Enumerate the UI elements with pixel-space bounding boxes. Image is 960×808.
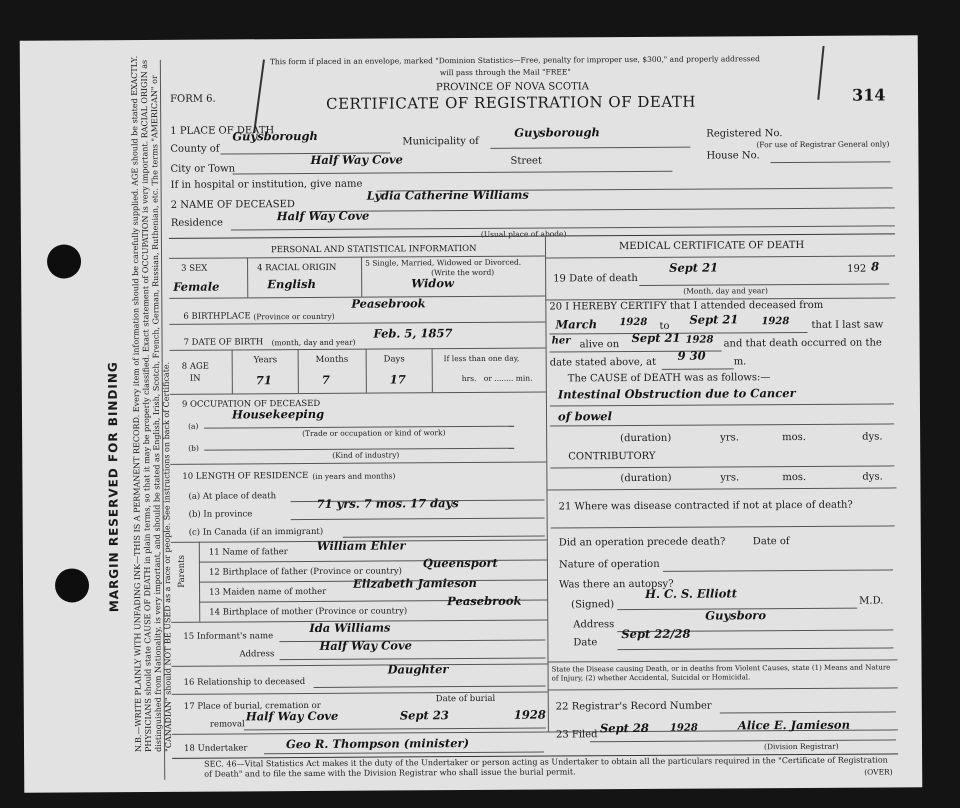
alive-date: Sept 21 — [631, 330, 681, 346]
birthplace-label: 6 BIRTHPLACE — [183, 311, 251, 322]
attended-from: March — [555, 317, 598, 332]
county-label: County of — [170, 143, 220, 155]
mother-birthplace-label: 14 Birthplace of mother (Province or country) — [209, 606, 408, 618]
mail-note: This form if placed in an envelope, marked "Dominion Statistics—Free, penalty for improper use, $300," and properly addressed — [269, 54, 760, 67]
contributory-label: CONTRIBUTORY — [568, 450, 656, 463]
place-of-death-label: 1 PLACE OF DEATH — [170, 125, 275, 137]
burial-year: 1928 — [513, 707, 546, 722]
father-label: 11 Name of father — [208, 547, 288, 558]
sex-value: Female — [173, 279, 220, 294]
deceased-name: Lydia Catherine Williams — [366, 187, 529, 203]
sec46-note: SEC. 46—Vital Statistics Act makes it the duty of the Undertaker or person acting as Undertaker to obtain all the particulars required in the "Certificate of Registration of Death" and to file the same with the Division Registrar who shall issue the burial permit. — [204, 755, 888, 779]
attended-from-year: 1928 — [619, 316, 648, 329]
age-months: 7 — [321, 372, 330, 387]
undertaker-value: Geo R. Thompson (minister) — [285, 736, 470, 752]
residence-label: Residence — [170, 217, 223, 229]
months-label: Months — [315, 354, 349, 365]
division-note: (Division Registrar) — [764, 741, 839, 752]
municipality-label: Municipality of — [402, 135, 479, 148]
burial-place: Half Way Cove — [245, 708, 339, 724]
over-note: (OVER) — [864, 767, 893, 777]
duration-label: (duration) — [620, 432, 672, 445]
burial-date-label: Date of burial — [435, 693, 496, 705]
parents-label: Parents — [176, 554, 188, 588]
registrar-number-label: 22 Registrar's Record Number — [555, 700, 712, 713]
occupation-value: Housekeeping — [231, 406, 325, 422]
yrs-label-2: yrs. — [720, 472, 740, 484]
occupation-a: (a) — [188, 421, 199, 431]
birthplace-value: Peasebrook — [351, 296, 426, 311]
birthplace-note: (Province or country) — [253, 311, 335, 322]
father-value: William Ehler — [316, 538, 406, 553]
alive-on: alive on — [579, 339, 620, 351]
operation-label: Did an operation precede death? — [558, 536, 726, 549]
street-label: Street — [510, 155, 543, 167]
burial-date: Sept 23 — [399, 708, 449, 723]
residence-value: Half Way Cove — [276, 208, 370, 224]
md-label: M.D. — [859, 595, 884, 607]
years-label: Years — [253, 355, 278, 366]
at-place-label: (a) At place of death — [188, 491, 277, 502]
industry-note: (Kind of industry) — [332, 450, 400, 460]
dob-value: Feb. 5, 1857 — [373, 326, 453, 341]
filed-date: Sept 28 — [599, 720, 649, 736]
marital-label: 5 Single, Married, Widowed or Divorced. — [365, 257, 522, 268]
informant-value: Ida Williams — [309, 620, 391, 635]
binding-margin — [104, 32, 174, 753]
days-label: Days — [383, 354, 405, 365]
age-in: IN — [189, 373, 201, 384]
marital-value: Widow — [411, 276, 454, 291]
last-saw: that I last saw — [811, 319, 884, 331]
form-number: FORM 6. — [170, 93, 216, 105]
min-label: or ........ min. — [483, 373, 533, 383]
house-no-label: House No. — [706, 150, 760, 162]
province: PROVINCE OF NOVA SCOTIA — [435, 81, 589, 94]
mother-birthplace: Peasebrook — [447, 593, 522, 609]
sign-date-label: Date — [573, 637, 598, 649]
personal-section-title: PERSONAL AND STATISTICAL INFORMATION — [270, 243, 477, 256]
city-value: Half Way Cove — [310, 152, 404, 167]
age-label: 8 AGE — [181, 361, 209, 372]
hospital-label: If in hospital or institution, give name — [170, 178, 363, 191]
death-certificate-page — [20, 35, 923, 792]
violent-cause-note: State the Disease causing Death, or in deaths from Violent Causes, state (1) Means and Nature of Injury, (2) whether Accidental, Suicidal or Homicidal. — [551, 663, 891, 683]
less-than-day: If less than one day, — [443, 353, 520, 364]
father-birthplace-label: 12 Birthplace of father (Province or country) — [208, 566, 403, 578]
cause-line-1: Intestinal Obstruction due to Cancer — [557, 386, 796, 402]
filed-year: 1928 — [669, 722, 698, 734]
time-of-death: 9 30 — [677, 348, 706, 363]
city-label: City or Town — [170, 163, 236, 175]
in-canada-label: (c) In Canada (if an immigrant) — [188, 526, 324, 538]
margin-reserved-title: MARGIN RESERVED FOR BINDING — [105, 361, 122, 613]
municipality-value: Guysborough — [514, 125, 600, 140]
binding-hole-top — [47, 244, 81, 278]
pencil-mark — [253, 59, 265, 133]
father-birthplace: Queensport — [422, 555, 498, 571]
marital-note: (Write the word) — [431, 267, 495, 278]
mos-label-2: mos. — [782, 471, 807, 484]
and-that: and that death occurred on the — [723, 337, 882, 350]
registered-no-label: Registered No. — [706, 128, 783, 140]
nature-label: Nature of operation — [558, 558, 660, 571]
signed-label: (Signed) — [571, 599, 615, 611]
death-date-note: (Month, day and year) — [683, 286, 768, 296]
certify-line: 20 I HEREBY CERTIFY that I attended deceased from — [549, 299, 824, 313]
filed-label: 23 Filed — [555, 729, 598, 741]
date-of-label: Date of — [752, 536, 790, 548]
death-year-prefix: 192 — [847, 263, 867, 275]
alive-year: 1928 — [685, 334, 714, 346]
dys-label-2: dys. — [862, 471, 883, 483]
physician-address: Guysboro — [705, 608, 767, 623]
sign-date: Sept 22/28 — [621, 626, 691, 642]
informant-address: Half Way Cove — [319, 638, 412, 653]
duration-label-2: (duration) — [620, 472, 672, 485]
attended-to-year: 1928 — [761, 316, 790, 328]
mos-label: mos. — [782, 431, 807, 444]
relationship-label: 16 Relationship to deceased — [183, 677, 306, 688]
sex-label: 3 SEX — [181, 263, 208, 274]
mother-label: 13 Maiden name of mother — [209, 586, 327, 598]
physician-signature: H. C. S. Elliott — [645, 586, 738, 601]
death-date: Sept 21 — [669, 260, 719, 275]
age-days: 17 — [389, 372, 406, 387]
race-label: 4 RACIAL ORIGIN — [257, 262, 337, 274]
name-label: 2 NAME OF DECEASED — [170, 199, 295, 211]
in-province-label: (b) In province — [188, 509, 253, 520]
pronoun: her — [551, 335, 571, 347]
certificate-number: 314 — [852, 85, 886, 105]
registrar-note: (For use of Registrar General only) — [756, 139, 890, 150]
dob-note: (month, day and year) — [271, 337, 356, 348]
race-value: English — [267, 276, 316, 292]
removal-label: removal — [209, 719, 245, 730]
burial-label: 17 Place of burial, cremation or — [183, 700, 321, 712]
death-date-label: 19 Date of death — [553, 272, 638, 285]
date-stated: date stated above, at — [549, 356, 657, 369]
occupation-label: 9 OCCUPATION OF DECEASED — [181, 398, 321, 410]
informant-label: 15 Informant's name — [183, 631, 274, 642]
informant-address-label: Address — [239, 649, 275, 660]
death-year-suffix: 8 — [871, 259, 880, 274]
age-years: 71 — [255, 373, 272, 388]
residence-length-label: 10 LENGTH OF RESIDENCE — [182, 470, 309, 482]
where-contracted-label: 21 Where was disease contracted if not at place of death? — [558, 499, 853, 513]
medical-section-title: MEDICAL CERTIFICATE OF DEATH — [618, 239, 805, 253]
certificate-title: CERTIFICATE OF REGISTRATION OF DEATH — [326, 92, 696, 113]
occupation-note: (Trade or occupation or kind of work) — [302, 428, 446, 439]
division-registrar: Alice E. Jamieson — [737, 717, 850, 733]
dob-label: 7 DATE OF BIRTH — [183, 337, 264, 348]
autopsy-label: Was there an autopsy? — [559, 578, 674, 591]
yrs-label: yrs. — [720, 432, 739, 444]
abode-note: (Usual place of abode) — [480, 229, 567, 239]
mail-note-2: will pass through the Mail "FREE" — [439, 67, 571, 78]
cause-label: The CAUSE of DEATH was as follows:— — [567, 372, 771, 385]
residence-length-note: (in years and months) — [312, 471, 396, 481]
county-value: Guysborough — [232, 128, 318, 144]
dys-label: dys. — [862, 431, 883, 443]
m-label: m. — [733, 356, 747, 368]
binding-hole-bottom — [55, 568, 89, 602]
undertaker-label: 18 Undertaker — [184, 743, 248, 754]
in-province-value: 71 yrs. 7 mos. 17 days — [316, 496, 459, 511]
physician-address-label: Address — [573, 619, 615, 631]
mother-value: Elizabeth Jamieson — [352, 575, 477, 591]
pencil-mark — [817, 46, 824, 100]
to-word: to — [659, 320, 670, 332]
occupation-b: (b) — [188, 443, 199, 453]
cause-line-2: of bowel — [557, 409, 612, 424]
attended-to: Sept 21 — [689, 312, 739, 327]
margin-instructions: N.B.—WRITE PLAINLY WITH UNFADING INK—THIS IS A PERMANENT RECORD. Every item of information should be carefully supplied. AGE should be stated EXACTLY. PHYSICIANS should state CAUSE OF DEATH in plain terms, so that it may be properly classified. Exact statement of OCCUPATION is very important. RACIAL ORIGIN as distinguished from Nationality, is very important, and should be stated as English, Irish, Scotch, French, German, Russian, Ruthenian, etc. The terms "AMERICAN" or "CANADIAN" should NOT BE USED as a race or people. See instructions on back of Certificate. — [129, 55, 174, 753]
relationship-value: Daughter — [387, 662, 449, 677]
hrs-label: hrs. — [461, 373, 477, 384]
